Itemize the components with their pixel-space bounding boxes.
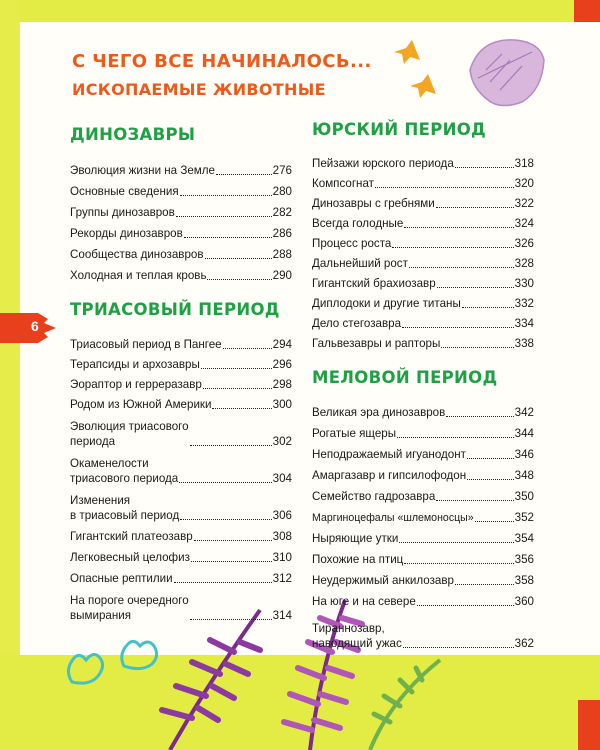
toc-entry[interactable]: [70, 523, 292, 544]
toc-entry-page: 290: [272, 268, 292, 282]
toc-entry-title: Компсогнат: [312, 176, 374, 190]
toc-entry-page: 354: [514, 531, 534, 545]
top-band: [0, 0, 600, 22]
page-number: 6: [31, 318, 39, 334]
plant-icon: [360, 640, 450, 750]
toc-entry[interactable]: [70, 178, 292, 199]
toc-entry[interactable]: [312, 504, 534, 525]
toc-entry[interactable]: [70, 157, 292, 178]
toc-entry-title: Всегда голодные: [312, 216, 404, 230]
toc-entry[interactable]: [312, 588, 534, 609]
toc-entry[interactable]: [70, 372, 292, 392]
toc-entry[interactable]: [312, 231, 534, 251]
toc-entry[interactable]: [70, 220, 292, 241]
dot-leader: [402, 327, 514, 328]
dot-leader: [392, 247, 513, 248]
toc-entry-page: 298: [272, 377, 292, 391]
toc-entry-page: 308: [272, 529, 292, 543]
toc-entry-page: 320: [514, 176, 534, 190]
toc-entry[interactable]: [70, 352, 292, 372]
toc-entry-title: Холодная и теплая кровь: [70, 268, 207, 282]
dot-leader: [216, 174, 272, 175]
dot-leader: [174, 582, 272, 583]
toc-entry[interactable]: [312, 191, 534, 211]
toc-entry-title: Маргиноцефалы «шлемоносцы»: [312, 511, 474, 524]
toc-entry[interactable]: [70, 262, 292, 283]
dot-leader: [467, 479, 514, 480]
toc-entry[interactable]: [312, 441, 534, 462]
left-band: [0, 0, 20, 750]
dot-leader: [180, 519, 271, 520]
toc-entry-title: Эораптор и герреразавр: [70, 377, 202, 391]
toc-entry-page: 328: [514, 256, 534, 270]
toc-entry[interactable]: [312, 420, 534, 441]
toc-entry-page: 326: [514, 236, 534, 250]
toc-entry-page: 304: [272, 471, 292, 485]
dot-leader: [201, 368, 272, 369]
toc-entry[interactable]: [70, 332, 292, 352]
dot-leader: [436, 500, 513, 501]
dot-leader: [403, 647, 514, 648]
toc-entry-title: На юге и на севере: [312, 594, 416, 608]
toc-entry-page: 300: [272, 397, 292, 411]
toc-entry[interactable]: [70, 544, 292, 565]
toc-entry-title: Легковесный целофиз: [70, 550, 190, 564]
toc-entry-title: Неудержимый анкилозавр: [312, 573, 454, 587]
section-heading-triassic: ТРИАСОВЫЙ ПЕРИОД: [70, 300, 280, 319]
toc-entry-title: Окаменелости триасового периода: [70, 457, 179, 485]
dot-leader: [475, 521, 514, 522]
dot-leader: [190, 445, 272, 446]
dot-leader: [191, 561, 272, 562]
toc-entry-title: Ныряющие утки: [312, 531, 399, 545]
toc-entry-page: 302: [272, 434, 292, 448]
toc-entry[interactable]: [312, 291, 534, 311]
toc-entry-page: 322: [514, 196, 534, 210]
toc-entry-page: 338: [514, 336, 534, 350]
toc-entry-title: Терапсиды и архозавры: [70, 357, 200, 371]
toc-entry-page: 310: [272, 550, 292, 564]
toc-entry-page: 352: [514, 510, 534, 524]
toc-entry-page: 362: [514, 636, 534, 650]
toc-entry[interactable]: [70, 392, 292, 412]
toc-entry[interactable]: [70, 449, 292, 486]
toc-entry-title: Динозавры с гребнями: [312, 196, 435, 210]
toc-entry[interactable]: [312, 171, 534, 191]
toc-entry-title: Великая эра динозавров: [312, 405, 446, 419]
toc-entry-title: Гигантский брахиозавр: [312, 276, 436, 290]
toc-entry-title: Пейзажи юрского периода: [312, 156, 454, 170]
toc-entry[interactable]: [312, 546, 534, 567]
dot-leader: [184, 237, 272, 238]
section-heading-dinosaurs: ДИНОЗАВРЫ: [70, 125, 196, 144]
toc-entry[interactable]: [312, 462, 534, 483]
toc-entry-title: Эволюция триасового периода: [70, 420, 189, 448]
top-corner-tab: [574, 0, 600, 22]
section-heading-cretaceous: МЕЛОВОЙ ПЕРИОД: [312, 368, 498, 387]
toc-entry-page: 288: [272, 247, 292, 261]
toc-entry[interactable]: [312, 525, 534, 546]
page-subtitle: ИСКОПАЕМЫЕ ЖИВОТНЫЕ: [72, 80, 326, 99]
page-title: С ЧЕГО ВСЕ НАЧИНАЛОСЬ...: [72, 51, 372, 72]
toc-entry-title: Группы динозавров: [70, 205, 175, 219]
toc-entry-title: Дальнейший рост: [312, 256, 408, 270]
dot-leader: [441, 347, 513, 348]
section-entries-cretaceous: [312, 400, 534, 651]
toc-entry-title: Гальвезавры и рапторы: [312, 336, 441, 350]
dot-leader: [446, 416, 513, 417]
dot-leader: [190, 619, 272, 620]
toc-entry-page: 296: [272, 357, 292, 371]
dot-leader: [404, 563, 513, 564]
dot-leader: [203, 388, 272, 389]
toc-entry-title: Основные сведения: [70, 184, 179, 198]
dot-leader: [455, 167, 514, 168]
toc-entry[interactable]: [70, 565, 292, 586]
section-entries-dinosaurs: [70, 157, 292, 283]
toc-entry-page: 294: [272, 337, 292, 351]
toc-entry[interactable]: [70, 199, 292, 220]
toc-entry-page: 360: [514, 594, 534, 608]
toc-entry-title: Рогатые ящеры: [312, 426, 397, 440]
toc-entry[interactable]: [312, 151, 534, 171]
toc-entry-page: 332: [514, 296, 534, 310]
toc-entry-title: Гигантский платеозавр: [70, 529, 193, 543]
dot-leader: [462, 307, 514, 308]
toc-right-column: [312, 117, 534, 651]
dot-leader: [207, 279, 271, 280]
toc-entry-page: 306: [272, 508, 292, 522]
dot-leader: [399, 542, 513, 543]
toc-entry-title: Изменения в триасовый период: [70, 494, 180, 522]
toc-entry-title: На пороге очередного вымирания: [70, 594, 189, 622]
toc-entry-page: 346: [514, 447, 534, 461]
dot-leader: [179, 482, 271, 483]
toc-entry[interactable]: [312, 483, 534, 504]
dot-leader: [404, 227, 513, 228]
section-entries-triassic: [70, 332, 292, 623]
toc-entry[interactable]: [70, 412, 292, 449]
section-heading-jurassic: ЮРСКИЙ ПЕРИОД: [312, 120, 487, 139]
dot-leader: [212, 408, 271, 409]
toc-entry[interactable]: [312, 211, 534, 231]
toc-entry-title: Триасовый период в Пангее: [70, 337, 222, 351]
toc-entry-title: Процесс роста: [312, 236, 392, 250]
dot-leader: [455, 584, 514, 585]
toc-entry[interactable]: [312, 609, 534, 651]
toc-entry-page: 324: [514, 216, 534, 230]
toc-entry-page: 344: [514, 426, 534, 440]
toc-entry-title: Дело стегозавра: [312, 316, 402, 330]
toc-entry-title: Амаргазавр и гипсилофодон: [312, 468, 467, 482]
toc-entry[interactable]: [312, 400, 534, 420]
toc-entry-page: 350: [514, 489, 534, 503]
toc-entry-page: 312: [272, 571, 292, 585]
toc-entry[interactable]: [312, 311, 534, 331]
dot-leader: [176, 216, 272, 217]
toc-entry-title: Неподражаемый игуанодонт: [312, 447, 466, 461]
section-entries-jurassic: [312, 151, 534, 351]
toc-entry[interactable]: [312, 567, 534, 588]
toc-entry-title: Похожие на птиц: [312, 552, 404, 566]
dot-leader: [180, 195, 272, 196]
leaf-icon: [460, 30, 550, 115]
toc-entry-title: Рекорды динозавров: [70, 226, 183, 240]
toc-entry[interactable]: [312, 271, 534, 291]
toc-entry-page: 358: [514, 573, 534, 587]
toc-entry-page: 356: [514, 552, 534, 566]
dot-leader: [467, 458, 514, 459]
toc-left-column: [70, 122, 292, 623]
dot-leader: [375, 187, 514, 188]
toc-entry-page: 286: [272, 226, 292, 240]
toc-entry-title: Сообщества динозавров: [70, 247, 204, 261]
dot-leader: [409, 267, 514, 268]
toc-entry-title: Семейство гадрозавра: [312, 489, 436, 503]
toc-entry-page: 334: [514, 316, 534, 330]
dot-leader: [205, 258, 272, 259]
toc-entry[interactable]: [70, 486, 292, 523]
dot-leader: [436, 207, 514, 208]
toc-entry-title: Тираннозавр, наводящий ужас: [312, 622, 402, 650]
toc-entry[interactable]: [70, 241, 292, 262]
dot-leader: [194, 540, 272, 541]
dot-leader: [417, 605, 514, 606]
toc-entry-title: Диплодоки и другие титаны: [312, 296, 461, 310]
toc-entry-title: Опасные рептилии: [70, 571, 173, 585]
toc-entry-page: 282: [272, 205, 292, 219]
toc-entry-page: 348: [514, 468, 534, 482]
toc-entry-title: Эволюция жизни на Земле: [70, 163, 215, 177]
toc-entry-page: 314: [272, 608, 292, 622]
toc-entry-page: 342: [514, 405, 534, 419]
toc-entry[interactable]: [70, 586, 292, 623]
toc-entry[interactable]: [312, 251, 534, 271]
page-number-wrap: [0, 311, 58, 345]
toc-entry-page: 318: [514, 156, 534, 170]
toc-entry-page: 330: [514, 276, 534, 290]
toc-entry-page: 276: [272, 163, 292, 177]
toc-entry[interactable]: [312, 331, 534, 351]
toc-entry-title: Родом из Южной Америки: [70, 397, 212, 411]
dot-leader: [397, 437, 514, 438]
toc-entry-page: 280: [272, 184, 292, 198]
dot-leader: [223, 348, 272, 349]
bottom-corner-tab: [578, 700, 600, 750]
dot-leader: [437, 287, 514, 288]
dino-footprints-icon: [392, 30, 452, 105]
